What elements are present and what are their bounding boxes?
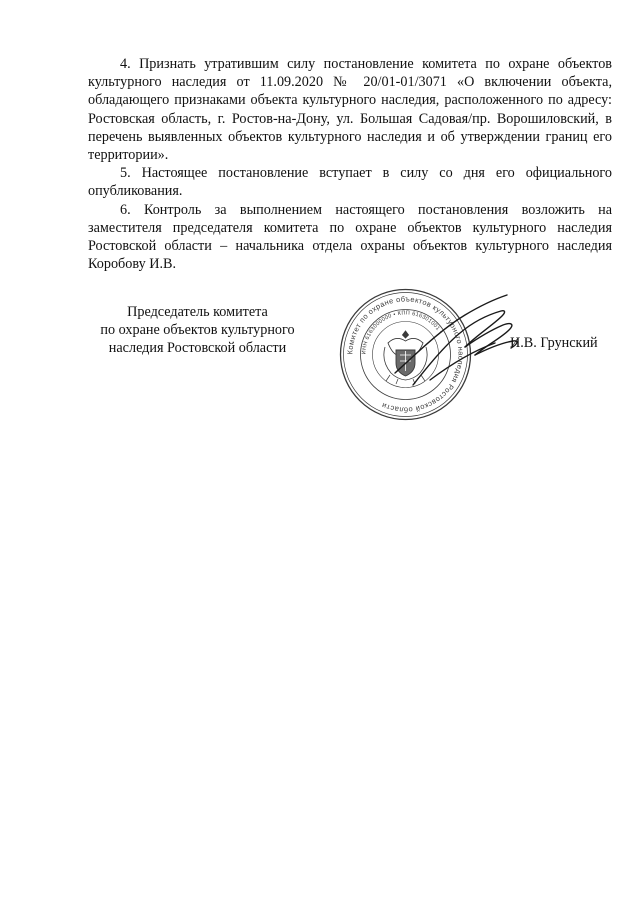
signer-name: И.В. Грунский <box>510 335 598 351</box>
seal-inner-text: ИНН 6163000000 • КПП 616301001 • <box>361 310 444 355</box>
paragraph-4: 4. Признать утратившим силу постановление комитета по охране объектов культурного наследия от 11.09.2020 № 20/01-01/3071 «О включении объекта, обладающего признаками объекта культурного наследия, расположенного по адресу: Ростовская область, г. Ростов-на-Дону, ул. Большая Садовая/пр. Ворошиловский, в перечень выявленных объектов культурного наследия и об утверждении границ его территории». <box>88 56 612 164</box>
signatory-title-line-3: наследия Ростовской области <box>108 340 287 357</box>
paragraph-5: 5. Настоящее постановление вступает в силу со дня его официального опубликования. <box>88 165 612 200</box>
signatory-title-line-2: по охране объектов культурного <box>100 322 295 339</box>
handwritten-signature <box>355 285 530 410</box>
signatory-title-line-1: Председатель комитета <box>127 304 268 320</box>
seal-ring-text: Комитет по охране объектов культурного наследия Ростовской области <box>345 294 466 415</box>
document-body <box>88 55 612 273</box>
paragraph-6: 6. Контроль за выполнением настоящего постановления возложить на заместителя председателя комитета по охране объектов культурного наследия Ростовской области – начальника отдела охраны объектов культурного наследия Коробову И.В. <box>88 201 612 273</box>
signatory-title <box>70 303 325 358</box>
